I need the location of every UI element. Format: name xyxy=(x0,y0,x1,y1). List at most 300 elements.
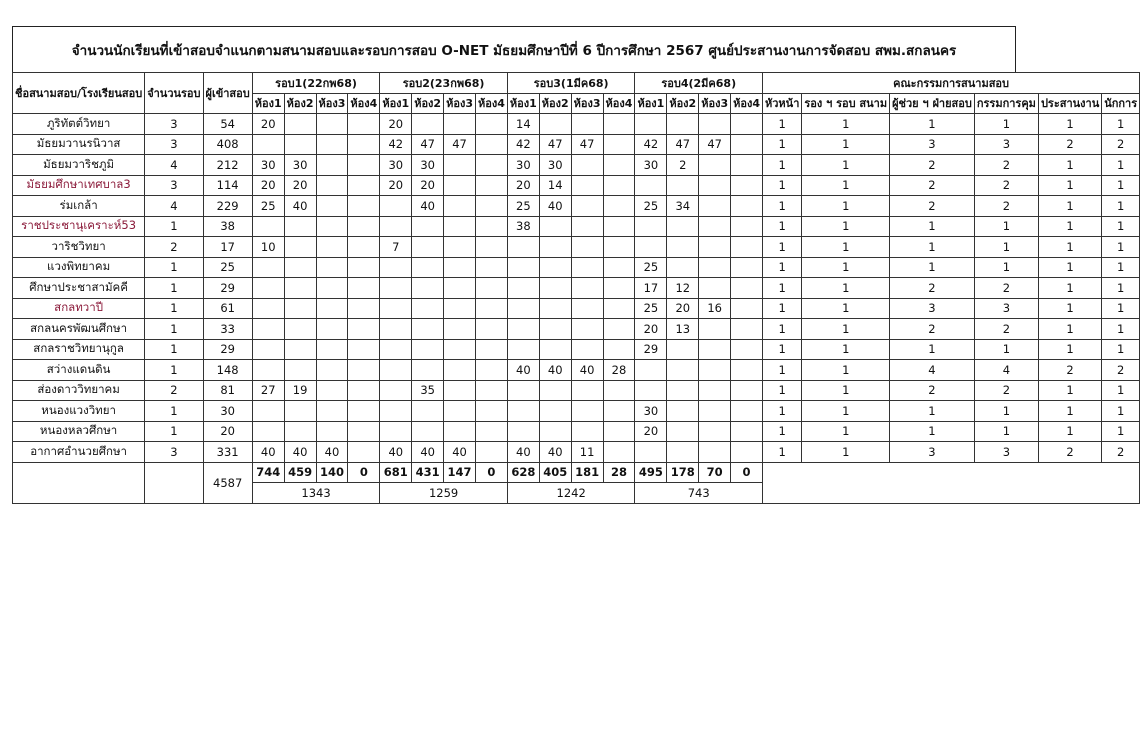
round-sum: 1242 xyxy=(507,483,635,504)
examinee-count: 30 xyxy=(203,401,252,422)
committee-count: 1 xyxy=(1038,257,1101,278)
committee-count: 1 xyxy=(763,196,802,217)
committee-count: 1 xyxy=(802,421,890,442)
room-total: 181 xyxy=(571,462,603,483)
room-count xyxy=(603,257,635,278)
committee-count: 2 xyxy=(974,175,1038,196)
room-count xyxy=(699,339,731,360)
header-room: ห้อง4 xyxy=(475,93,507,114)
room-count xyxy=(348,257,380,278)
room-count xyxy=(348,360,380,381)
header-room: ห้อง2 xyxy=(539,93,571,114)
committee-count: 2 xyxy=(890,175,975,196)
room-count xyxy=(635,380,667,401)
table-row xyxy=(13,442,1140,463)
committee-count: 1 xyxy=(890,257,975,278)
room-count xyxy=(539,257,571,278)
examinee-count: 229 xyxy=(203,196,252,217)
committee-count: 2 xyxy=(1038,360,1101,381)
room-count xyxy=(348,237,380,258)
committee-count: 1 xyxy=(763,134,802,155)
totals-spacer xyxy=(763,462,1140,503)
totals-row xyxy=(13,462,1140,483)
room-count xyxy=(252,421,284,442)
header-round2: รอบ2(23กพ68) xyxy=(380,73,508,94)
room-count xyxy=(475,319,507,340)
examinee-count: 212 xyxy=(203,155,252,176)
committee-count: 1 xyxy=(1038,298,1101,319)
committee-count: 1 xyxy=(802,196,890,217)
examinee-count: 331 xyxy=(203,442,252,463)
room-count xyxy=(507,380,539,401)
room-count xyxy=(507,401,539,422)
room-count xyxy=(475,216,507,237)
room-count xyxy=(475,237,507,258)
school-name: มัธยมวานรนิวาส xyxy=(13,134,145,155)
room-count: 40 xyxy=(539,196,571,217)
header-room: ห้อง1 xyxy=(252,93,284,114)
room-count: 40 xyxy=(284,196,316,217)
committee-count: 1 xyxy=(890,237,975,258)
room-count xyxy=(635,360,667,381)
room-total: 459 xyxy=(284,462,316,483)
committee-count: 1 xyxy=(974,401,1038,422)
room-count xyxy=(539,380,571,401)
room-count xyxy=(539,319,571,340)
room-count xyxy=(475,421,507,442)
header-round3: รอบ3(1มีค68) xyxy=(507,73,635,94)
room-count xyxy=(731,114,763,135)
room-count xyxy=(444,216,476,237)
room-count xyxy=(380,216,412,237)
room-count xyxy=(316,175,348,196)
committee-count: 2 xyxy=(974,278,1038,299)
room-count xyxy=(380,380,412,401)
header-committee: คณะกรรมการสนามสอบ xyxy=(763,73,1140,94)
committee-count: 1 xyxy=(802,114,890,135)
room-count xyxy=(316,278,348,299)
room-count: 20 xyxy=(252,175,284,196)
header-round1: รอบ1(22กพ68) xyxy=(252,73,380,94)
school-name: อากาศอำนวยศึกษา xyxy=(13,442,145,463)
room-count xyxy=(348,278,380,299)
room-count xyxy=(380,257,412,278)
room-count xyxy=(444,401,476,422)
school-name: ราชประชานุเคราะห์53 xyxy=(13,216,145,237)
room-count xyxy=(284,278,316,299)
committee-count: 1 xyxy=(763,319,802,340)
room-count xyxy=(475,155,507,176)
room-count xyxy=(571,114,603,135)
rounds-count: 1 xyxy=(145,360,203,381)
room-count xyxy=(316,237,348,258)
room-count xyxy=(284,360,316,381)
room-count xyxy=(699,319,731,340)
room-count xyxy=(412,339,444,360)
room-count xyxy=(444,237,476,258)
room-count: 38 xyxy=(507,216,539,237)
room-count: 27 xyxy=(252,380,284,401)
committee-count: 1 xyxy=(802,360,890,381)
committee-count: 1 xyxy=(974,237,1038,258)
room-count xyxy=(348,401,380,422)
room-total: 431 xyxy=(412,462,444,483)
committee-count: 1 xyxy=(890,401,975,422)
committee-count: 3 xyxy=(890,298,975,319)
room-count xyxy=(699,278,731,299)
room-count xyxy=(603,421,635,442)
totals-blank xyxy=(145,462,203,503)
school-name: ส่องดาววิทยาคม xyxy=(13,380,145,401)
room-count: 40 xyxy=(284,442,316,463)
room-count xyxy=(731,237,763,258)
header-committee-col: ประสานงาน xyxy=(1038,93,1101,114)
school-name: หนองหลวศึกษา xyxy=(13,421,145,442)
room-count xyxy=(348,216,380,237)
room-count xyxy=(667,175,699,196)
rounds-count: 1 xyxy=(145,278,203,299)
totals-blank xyxy=(13,462,145,503)
room-count: 42 xyxy=(507,134,539,155)
room-count: 47 xyxy=(412,134,444,155)
room-count: 40 xyxy=(412,442,444,463)
header-room: ห้อง4 xyxy=(348,93,380,114)
committee-count: 1 xyxy=(763,401,802,422)
committee-count: 1 xyxy=(974,216,1038,237)
examinee-count: 25 xyxy=(203,257,252,278)
report-sheet xyxy=(12,26,1138,528)
room-count xyxy=(475,278,507,299)
room-count xyxy=(571,155,603,176)
committee-count: 1 xyxy=(1038,114,1101,135)
committee-count: 1 xyxy=(974,114,1038,135)
room-count: 40 xyxy=(571,360,603,381)
room-count xyxy=(635,442,667,463)
school-name: สกลทวาปี xyxy=(13,298,145,319)
committee-count: 1 xyxy=(1102,380,1140,401)
table-row xyxy=(13,257,1140,278)
room-count xyxy=(699,216,731,237)
examinee-count: 29 xyxy=(203,339,252,360)
room-count xyxy=(380,319,412,340)
committee-count: 1 xyxy=(1102,114,1140,135)
room-count xyxy=(412,401,444,422)
header-committee-col: นักการ xyxy=(1102,93,1140,114)
committee-count: 1 xyxy=(1038,421,1101,442)
examinee-count: 17 xyxy=(203,237,252,258)
header-committee-col: ผู้ช่วย ฯ ฝ่ายสอบ xyxy=(890,93,975,114)
room-count: 34 xyxy=(667,196,699,217)
room-count: 42 xyxy=(380,134,412,155)
room-count xyxy=(571,278,603,299)
room-count xyxy=(348,155,380,176)
school-name: ร่มเกล้า xyxy=(13,196,145,217)
room-count: 17 xyxy=(635,278,667,299)
room-count: 11 xyxy=(571,442,603,463)
room-count xyxy=(699,257,731,278)
room-count: 29 xyxy=(635,339,667,360)
room-count xyxy=(475,257,507,278)
room-count: 25 xyxy=(507,196,539,217)
room-count xyxy=(444,380,476,401)
room-count xyxy=(412,216,444,237)
rounds-count: 1 xyxy=(145,421,203,442)
room-count xyxy=(348,339,380,360)
room-count xyxy=(316,257,348,278)
room-count xyxy=(316,319,348,340)
table-row xyxy=(13,237,1140,258)
room-count: 20 xyxy=(252,114,284,135)
room-count xyxy=(603,196,635,217)
room-count xyxy=(444,257,476,278)
room-count xyxy=(731,216,763,237)
rounds-count: 4 xyxy=(145,196,203,217)
committee-count: 1 xyxy=(763,155,802,176)
room-count xyxy=(475,175,507,196)
room-count: 40 xyxy=(539,442,571,463)
committee-count: 1 xyxy=(802,278,890,299)
examinee-count: 61 xyxy=(203,298,252,319)
examinee-count: 20 xyxy=(203,421,252,442)
examinee-count: 29 xyxy=(203,278,252,299)
room-count xyxy=(539,237,571,258)
committee-count: 2 xyxy=(974,155,1038,176)
header-rounds-count: จำนวนรอบ xyxy=(145,73,203,114)
room-count xyxy=(731,360,763,381)
committee-count: 1 xyxy=(763,216,802,237)
room-count xyxy=(539,401,571,422)
committee-count: 4 xyxy=(974,360,1038,381)
committee-count: 1 xyxy=(890,114,975,135)
room-count xyxy=(412,114,444,135)
examinee-count: 54 xyxy=(203,114,252,135)
room-count xyxy=(252,257,284,278)
room-count: 2 xyxy=(667,155,699,176)
room-count xyxy=(412,237,444,258)
examinee-count: 148 xyxy=(203,360,252,381)
committee-count: 1 xyxy=(1102,278,1140,299)
rounds-count: 1 xyxy=(145,257,203,278)
room-count xyxy=(316,360,348,381)
room-count xyxy=(412,319,444,340)
room-total: 495 xyxy=(635,462,667,483)
header-room: ห้อง4 xyxy=(731,93,763,114)
header-room: ห้อง3 xyxy=(444,93,476,114)
room-count xyxy=(603,155,635,176)
room-count xyxy=(731,155,763,176)
committee-count: 3 xyxy=(890,442,975,463)
committee-count: 1 xyxy=(763,237,802,258)
room-count xyxy=(316,114,348,135)
room-count: 40 xyxy=(316,442,348,463)
room-count xyxy=(571,257,603,278)
room-count: 30 xyxy=(635,155,667,176)
room-count: 20 xyxy=(380,114,412,135)
room-count: 47 xyxy=(571,134,603,155)
room-count xyxy=(475,114,507,135)
room-count xyxy=(699,421,731,442)
room-count xyxy=(380,278,412,299)
room-count: 12 xyxy=(667,278,699,299)
room-count xyxy=(507,278,539,299)
room-count xyxy=(444,196,476,217)
committee-count: 1 xyxy=(1102,175,1140,196)
room-count xyxy=(699,360,731,381)
room-total: 628 xyxy=(507,462,539,483)
round-sum: 1343 xyxy=(252,483,380,504)
room-count xyxy=(284,134,316,155)
room-count xyxy=(444,421,476,442)
committee-count: 1 xyxy=(802,442,890,463)
room-count xyxy=(252,339,284,360)
room-count xyxy=(507,298,539,319)
room-count xyxy=(731,196,763,217)
room-count xyxy=(699,380,731,401)
room-count xyxy=(507,319,539,340)
table-row xyxy=(13,360,1140,381)
room-count xyxy=(507,257,539,278)
committee-count: 1 xyxy=(1038,196,1101,217)
room-count xyxy=(539,114,571,135)
school-name: มัธยมศึกษาเทศบาล3 xyxy=(13,175,145,196)
room-count xyxy=(412,278,444,299)
room-count xyxy=(444,298,476,319)
room-count xyxy=(444,175,476,196)
room-count xyxy=(539,216,571,237)
room-count xyxy=(252,319,284,340)
room-count xyxy=(380,421,412,442)
room-count: 35 xyxy=(412,380,444,401)
room-count xyxy=(699,442,731,463)
committee-count: 2 xyxy=(974,380,1038,401)
header-round4: รอบ4(2มีค68) xyxy=(635,73,763,94)
committee-count: 1 xyxy=(890,421,975,442)
room-count xyxy=(284,319,316,340)
committee-count: 1 xyxy=(763,339,802,360)
committee-count: 3 xyxy=(974,298,1038,319)
room-count: 20 xyxy=(635,421,667,442)
table-row xyxy=(13,380,1140,401)
room-count xyxy=(412,298,444,319)
room-count xyxy=(316,339,348,360)
room-count xyxy=(603,401,635,422)
room-count: 30 xyxy=(284,155,316,176)
room-count xyxy=(603,216,635,237)
table-row xyxy=(13,114,1140,135)
room-count: 13 xyxy=(667,319,699,340)
room-count xyxy=(571,339,603,360)
committee-count: 1 xyxy=(763,421,802,442)
room-count xyxy=(667,339,699,360)
room-count: 28 xyxy=(603,360,635,381)
room-count xyxy=(635,216,667,237)
room-count xyxy=(731,380,763,401)
committee-count: 1 xyxy=(802,319,890,340)
room-count xyxy=(412,257,444,278)
room-count xyxy=(348,175,380,196)
header-school-name: ชื่อสนามสอบ/โรงเรียนสอบ xyxy=(13,73,145,114)
header-room: ห้อง1 xyxy=(635,93,667,114)
committee-count: 1 xyxy=(802,298,890,319)
committee-count: 1 xyxy=(802,339,890,360)
room-count xyxy=(539,339,571,360)
room-count xyxy=(603,237,635,258)
room-count xyxy=(635,175,667,196)
room-count: 40 xyxy=(444,442,476,463)
room-count xyxy=(380,196,412,217)
room-count xyxy=(635,237,667,258)
exam-table xyxy=(12,72,1140,504)
room-count xyxy=(348,196,380,217)
room-count xyxy=(731,278,763,299)
committee-count: 2 xyxy=(974,319,1038,340)
committee-count: 2 xyxy=(1038,134,1101,155)
committee-count: 1 xyxy=(763,380,802,401)
room-count xyxy=(475,380,507,401)
header-room: ห้อง3 xyxy=(316,93,348,114)
room-count xyxy=(380,298,412,319)
rounds-count: 3 xyxy=(145,134,203,155)
room-count xyxy=(603,319,635,340)
school-name: ศึกษาประชาสามัคคี xyxy=(13,278,145,299)
room-count: 40 xyxy=(380,442,412,463)
room-count xyxy=(284,339,316,360)
committee-count: 1 xyxy=(802,175,890,196)
committee-count: 1 xyxy=(763,298,802,319)
room-count xyxy=(348,114,380,135)
room-count xyxy=(571,216,603,237)
room-count xyxy=(284,237,316,258)
committee-count: 3 xyxy=(890,134,975,155)
room-count xyxy=(475,298,507,319)
room-count: 30 xyxy=(507,155,539,176)
committee-count: 1 xyxy=(974,257,1038,278)
room-count xyxy=(348,380,380,401)
room-count: 47 xyxy=(539,134,571,155)
room-count xyxy=(603,134,635,155)
room-count xyxy=(603,298,635,319)
room-total: 178 xyxy=(667,462,699,483)
committee-count: 1 xyxy=(802,257,890,278)
room-count: 40 xyxy=(507,442,539,463)
room-count: 40 xyxy=(539,360,571,381)
committee-count: 2 xyxy=(890,319,975,340)
room-count xyxy=(284,421,316,442)
committee-count: 1 xyxy=(1102,257,1140,278)
room-total: 405 xyxy=(539,462,571,483)
committee-count: 1 xyxy=(1038,319,1101,340)
room-count: 14 xyxy=(539,175,571,196)
room-count xyxy=(699,237,731,258)
room-count xyxy=(699,175,731,196)
committee-count: 1 xyxy=(1102,196,1140,217)
rounds-count: 2 xyxy=(145,380,203,401)
rounds-count: 1 xyxy=(145,298,203,319)
room-count xyxy=(348,319,380,340)
room-count xyxy=(603,175,635,196)
room-count xyxy=(316,401,348,422)
room-count xyxy=(316,196,348,217)
room-count xyxy=(284,401,316,422)
header-room: ห้อง4 xyxy=(603,93,635,114)
table-row xyxy=(13,216,1140,237)
room-count xyxy=(316,421,348,442)
committee-count: 1 xyxy=(1102,216,1140,237)
school-name: หนองแวงวิทยา xyxy=(13,401,145,422)
room-count: 20 xyxy=(507,175,539,196)
header-room: ห้อง3 xyxy=(571,93,603,114)
committee-count: 2 xyxy=(1102,442,1140,463)
